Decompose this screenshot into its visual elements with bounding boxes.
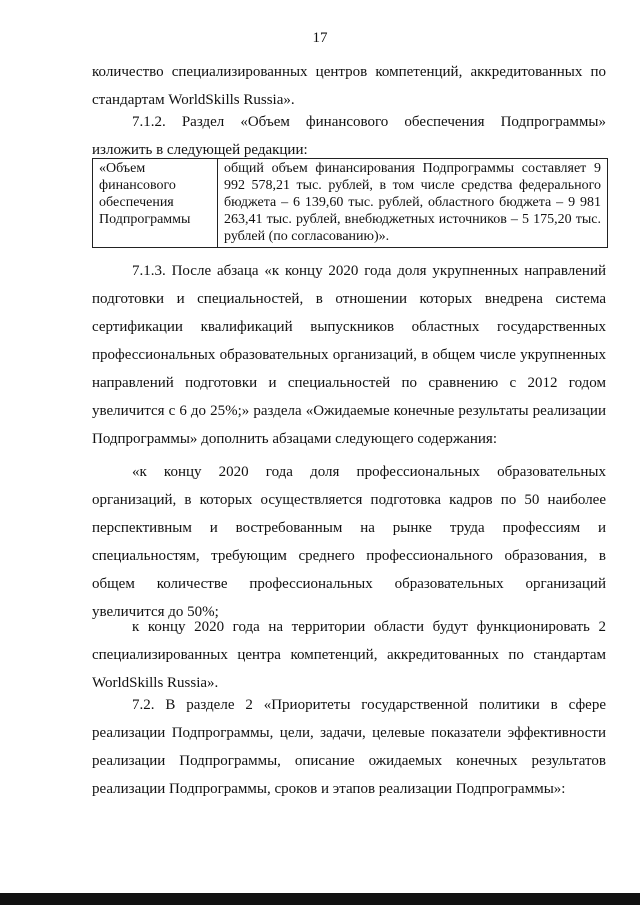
section-7-2: 7.2. В разделе 2 «Приоритеты государственной политики в сфере реализации Подпрограммы, цели, задачи, целевые показатели эффективности реализации Подпрограммы, описание ожидаемых конечных результатов реализации Подпрограммы, сроков и этапов реализации Подпрограммы»: <box>92 697 606 797</box>
finance-table <box>92 158 608 248</box>
added-paragraph-1: «к концу 2020 года доля профессиональных образовательных организаций, в которых осуществляется подготовка кадров по 50 наиболее перспективным и востребованным на рынке труда профессиям и специальностям, требующим среднего профессионального образования, в общем количестве профессиональных образовательных организаций увеличится до 50%; <box>92 464 606 620</box>
section-7-1-3: 7.1.3. После абзаца «к концу 2020 года доля укрупненных направлений подготовки и специальностей, в отношении которых внедрена система сертификации квалификаций выпускников областных государственных профессиональных образовательных организаций, в общем числе укрупненных направлений подготовки и специальностей по сравнению с 2012 годом увеличится с 6 до 25%;» раздела «Ожидаемые конечные результаты реализации Подпрограммы» дополнить абзацами следующего содержания: <box>92 263 606 447</box>
finance-table-content: общий объем финансирования Подпрограммы составляет 9 992 578,21 тыс. рублей, в том числе средства федерального бюджета – 6 139,60 тыс. рублей, областного бюджета – 9 981 263,41 тыс. рублей, внебюджетных источников – 5 175,20 тыс. рублей (по согласованию)». <box>218 159 608 248</box>
added-paragraph-2: к концу 2020 года на территории области будут функционировать 2 специализированных центра компетенций, аккредитованных по стандартам WorldSkills Russia». <box>92 619 606 691</box>
section-7-1-2: 7.1.2. Раздел «Объем финансового обеспечения Подпрограммы» изложить в следующей редакции: <box>92 114 606 158</box>
intro-fragment: количество специализированных центров компетенций, аккредитованных по стандартам WorldSkills Russia». <box>92 64 606 108</box>
finance-table-label: «Объем финансового обеспечения Подпрограммы <box>93 159 218 248</box>
scan-edge-bar <box>0 893 640 905</box>
finance-table-row <box>93 159 608 248</box>
page-number: 17 <box>312 30 328 46</box>
